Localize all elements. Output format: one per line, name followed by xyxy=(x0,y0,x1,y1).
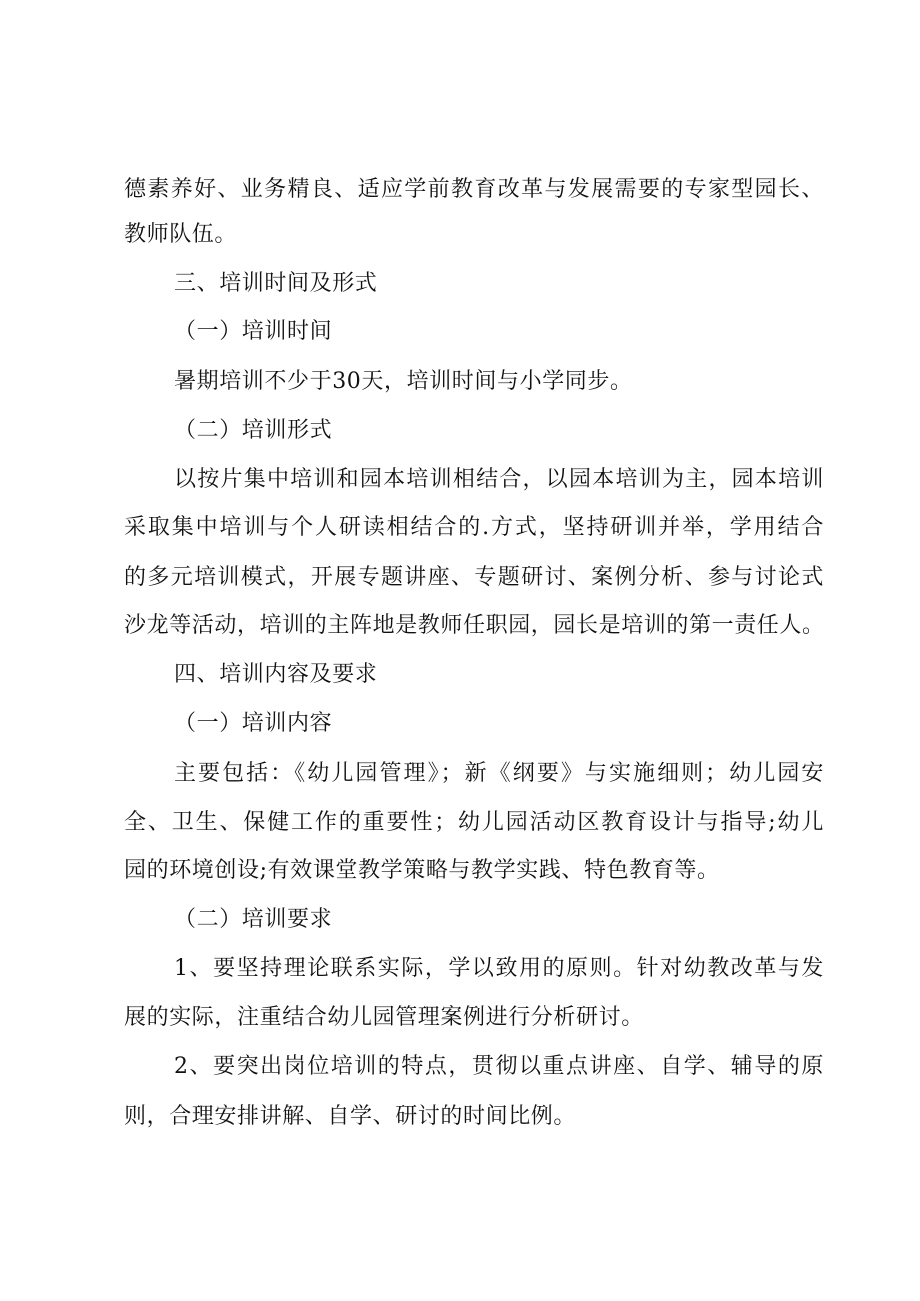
subsection-heading: （二）培训形式 xyxy=(174,418,333,443)
section-heading: 三、培训时间及形式 xyxy=(174,271,378,296)
section-heading: 四、培训内容及要求 xyxy=(174,662,378,687)
subsection-heading: （二）培训要求 xyxy=(174,907,333,932)
paragraph-line: 暑期培训不少于30天，培训时间与小学同步。 xyxy=(174,369,633,394)
paragraph-line: 的多元培训模式，开展专题讲座、专题研讨、案例分析、参与讨论式 xyxy=(124,565,824,590)
paragraph-line: 以按片集中培训和园本培训相结合，以园本培训为主，园本培训 xyxy=(174,467,824,492)
paragraph-line: 全、卫生、保健工作的重要性；幼儿园活动区教育设计与指导;幼儿 xyxy=(124,810,824,835)
paragraph-line: 展的实际，注重结合幼儿园管理案例进行分析研讨。 xyxy=(124,1005,644,1030)
paragraph-line: 2、要突出岗位培训的特点，贯彻以重点讲座、自学、辅导的原 xyxy=(174,1054,824,1079)
paragraph-line: 教师队伍。 xyxy=(124,222,238,247)
paragraph-line: 园的环境创设;有效课堂教学策略与教学实践、特色教育等。 xyxy=(124,858,720,883)
paragraph-line: 沙龙等活动，培训的主阵地是教师任职园，园长是培训的第一责任人。 xyxy=(124,613,825,638)
paragraph-line: 采取集中培训与个人研读相结合的.方式，坚持研训并举，学用结合 xyxy=(124,515,824,540)
paragraph-line: 德素养好、业务精良、适应学前教育改革与发展需要的专家型园长、 xyxy=(124,177,824,202)
subsection-heading: （一）培训内容 xyxy=(174,711,333,736)
paragraph-line: 主要包括：《幼儿园管理》；新《纲要》与实施细则；幼儿园安 xyxy=(174,761,824,786)
subsection-heading: （一）培训时间 xyxy=(174,319,333,344)
paragraph-line: 则，合理安排讲解、自学、研讨的时间比例。 xyxy=(124,1104,577,1129)
paragraph-line: 1、要坚持理论联系实际，学以致用的原则。针对幼教改革与发 xyxy=(174,956,824,981)
